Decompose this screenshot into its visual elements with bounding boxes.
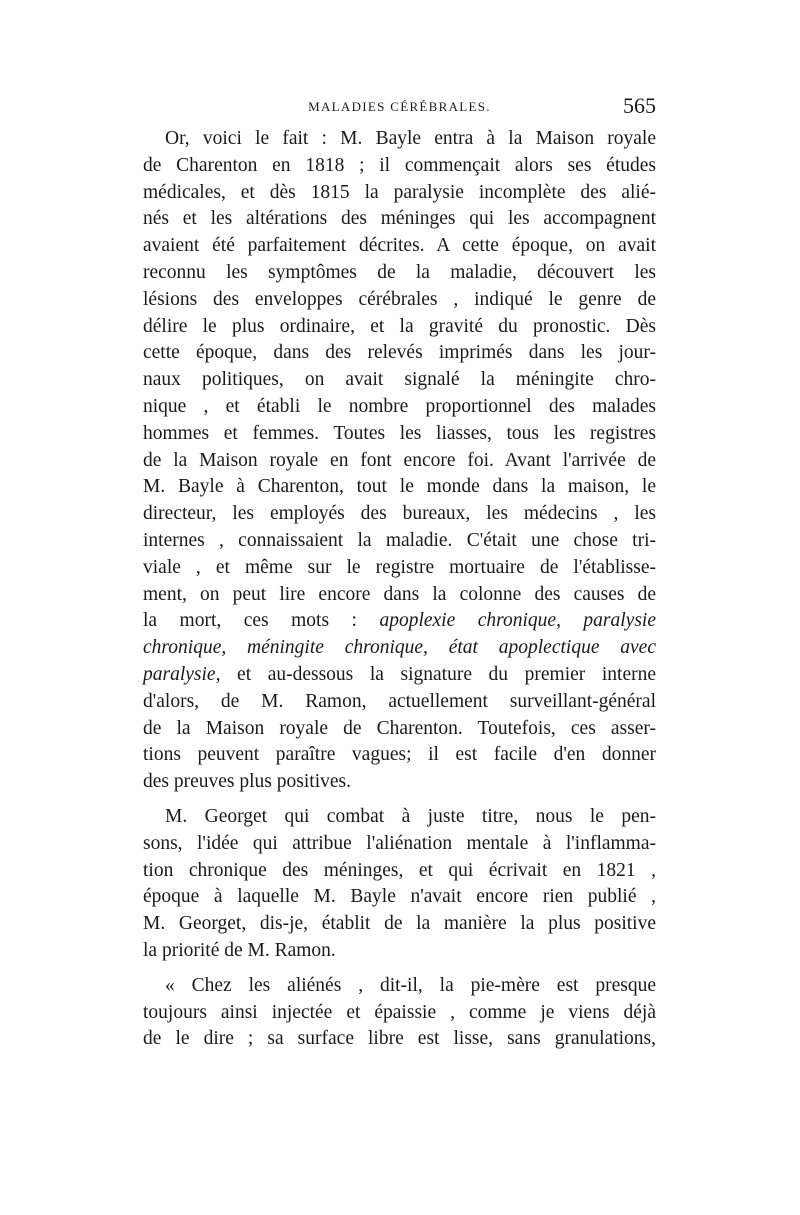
italic-phrase: apoplexie chronique, paralysie bbox=[379, 610, 656, 632]
text-line: d'alors, de M. Ramon, actuellement surveillant-général bbox=[143, 690, 656, 712]
page-number: 565 bbox=[623, 93, 656, 118]
text-line: reconnu les symptômes de la maladie, découvert les bbox=[143, 261, 656, 283]
running-title: MALADIES CÉRÉBRALES. bbox=[308, 99, 491, 114]
text-line: la priorité de M. Ramon. bbox=[143, 939, 336, 961]
text-line: lésions des enveloppes cérébrales , indiqué le genre de bbox=[143, 288, 656, 310]
text-line-italic-mix bbox=[143, 608, 656, 635]
text-line: tions peuvent paraître vagues; il est facile d'en donner bbox=[143, 744, 656, 766]
text-line: M. Georget qui combat à juste titre, nous le pen- bbox=[165, 805, 656, 827]
italic-phrase: chronique, méningite chronique, état apoplectique avec bbox=[143, 637, 656, 659]
text-line-italic bbox=[143, 635, 656, 662]
page-header bbox=[143, 93, 656, 123]
italic-phrase: paralysie, bbox=[143, 663, 221, 685]
text-line: de la Maison royale en font encore foi. Avant l'arrivée de bbox=[143, 449, 656, 471]
text-line: nique , et établi le nombre proportionnel des malades bbox=[143, 395, 656, 417]
text-line: hommes et femmes. Toutes les liasses, tous les registres bbox=[143, 422, 656, 444]
text-line-italic-mix bbox=[143, 662, 656, 689]
text-line: cette époque, dans des relevés imprimés dans les jour- bbox=[143, 342, 656, 364]
text-line: M. Bayle à Charenton, tout le monde dans la maison, le bbox=[143, 476, 656, 498]
text-line: viale , et même sur le registre mortuaire de l'établisse- bbox=[143, 556, 656, 578]
text-line: sons, l'idée qui attribue l'aliénation mentale à l'inflamma- bbox=[143, 832, 656, 854]
text-line: internes , connaissaient la maladie. C'était une chose tri- bbox=[143, 529, 656, 551]
text-line: de le dire ; sa surface libre est lisse, sans granulations, bbox=[143, 1028, 656, 1050]
text-line: naux politiques, on avait signalé la méningite chro- bbox=[143, 369, 656, 391]
text-line: ment, on peut lire encore dans la colonne des causes de bbox=[143, 583, 656, 605]
text-line: « Chez les aliénés , dit-il, la pie-mère est presque bbox=[165, 974, 656, 996]
text-line: directeur, les employés des bureaux, les médecins , les bbox=[143, 503, 656, 525]
text-line: toujours ainsi injectée et épaissie , comme je viens déjà bbox=[143, 1001, 656, 1023]
text-line: délire le plus ordinaire, et la gravité du pronostic. Dès bbox=[143, 315, 656, 337]
text-line: médicales, et dès 1815 la paralysie incomplète des alié- bbox=[143, 181, 656, 203]
text-line: des preuves plus positives. bbox=[143, 771, 351, 793]
text-line: de la Maison royale de Charenton. Toutefois, ces asser- bbox=[143, 717, 656, 739]
text-line: avaient été parfaitement décrites. A cette époque, on avait bbox=[143, 235, 656, 257]
text-line: époque à laquelle M. Bayle n'avait encore rien publié , bbox=[143, 886, 656, 908]
text-fragment: la mort, ces mots : bbox=[143, 610, 380, 632]
text-line: M. Georget, dis-je, établit de la manière la plus positive bbox=[143, 913, 656, 935]
text-line: Or, voici le fait : M. Bayle entra à la Maison royale bbox=[165, 128, 656, 149]
text-line: nés et les altérations des méninges qui les accompagnent bbox=[143, 208, 656, 230]
text-line: de Charenton en 1818 ; il commençait alors ses études bbox=[143, 154, 656, 176]
text-line: tion chronique des méninges, et qui écrivait en 1821 , bbox=[143, 859, 656, 881]
text-fragment: et au-dessous la signature du premier interne bbox=[220, 663, 656, 685]
body-text bbox=[143, 126, 656, 1053]
